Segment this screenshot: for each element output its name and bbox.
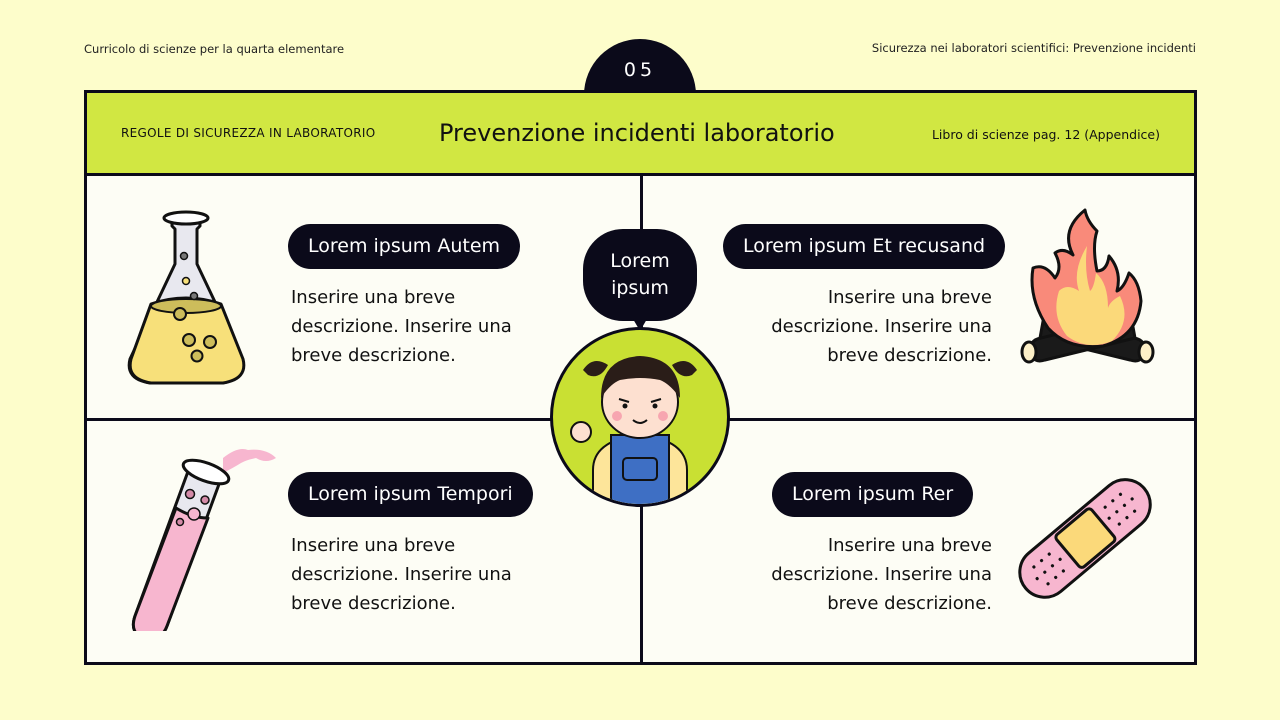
card-title-2: Lorem ipsum Et recusand [723, 224, 1005, 269]
bubble-line-1: Lorem [610, 250, 670, 272]
page-number-tab: 05 [584, 39, 696, 99]
card-description-3: Inserire una breve descrizione. Inserire una breve descrizione. [291, 535, 512, 614]
header-bar [87, 93, 1194, 176]
avatar [550, 327, 730, 507]
card-title-1: Lorem ipsum Autem [288, 224, 520, 269]
fire-icon [1015, 206, 1160, 371]
card-description-4: Inserire una breve descrizione. Inserire una breve descrizione. [771, 535, 992, 614]
test-tube-icon [128, 436, 278, 631]
section-label: REGOLE DI SICUREZZA IN LABORATORIO [121, 126, 376, 140]
girl-character-icon [553, 330, 727, 504]
reference-text: Libro di scienze pag. 12 (Appendice) [931, 127, 1160, 142]
flask-icon [122, 206, 250, 386]
top-left-caption: Curricolo di scienze per la quarta elementare [84, 42, 345, 56]
speech-bubble [583, 229, 697, 321]
card-title-3: Lorem ipsum Tempori [288, 472, 533, 517]
card-description-1: Inserire una breve descrizione. Inserire una breve descrizione. [291, 287, 512, 366]
page-title: Prevenzione incidenti laboratorio [439, 119, 835, 147]
bandage-icon [1012, 466, 1157, 611]
top-right-caption: Sicurezza nei laboratori scientifici: Prevenzione incidenti [871, 41, 1196, 55]
card-description-2: Inserire una breve descrizione. Inserire una breve descrizione. [771, 287, 992, 366]
bubble-line-2: ipsum [611, 277, 669, 299]
card-title-4: Lorem ipsum Rer [772, 472, 973, 517]
